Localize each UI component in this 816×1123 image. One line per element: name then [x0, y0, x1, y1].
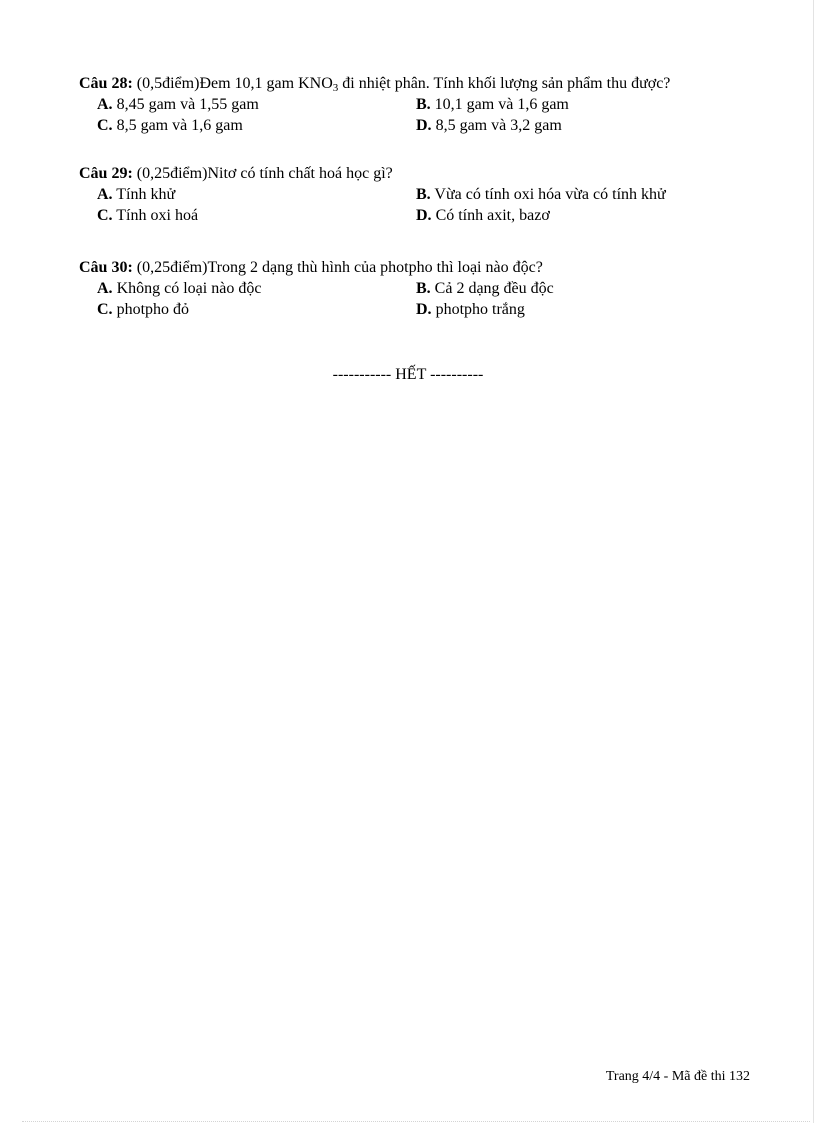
option-letter: C.: [97, 207, 113, 224]
question-29-option-d: [416, 205, 550, 226]
option-text: photpho trắng: [435, 301, 525, 318]
question-28: [79, 73, 751, 136]
question-30-option-b: [416, 278, 554, 299]
question-28-option-d: [416, 115, 562, 136]
option-letter: A.: [97, 96, 113, 113]
option-text: Tính khử: [116, 186, 176, 203]
option-letter: C.: [97, 301, 113, 318]
question-28-option-c: [97, 115, 243, 136]
question-30-option-c: [97, 299, 189, 320]
option-text: Không có loại nào độc: [116, 280, 262, 297]
question-30-number: Câu 30:: [79, 259, 133, 276]
question-29-text: Nitơ có tính chất hoá học gì?: [207, 165, 393, 182]
option-text: Tính oxi hoá: [116, 207, 199, 224]
question-29-option-c: [97, 205, 198, 226]
question-28-text-after: đi nhiệt phân. Tính khối lượng sản phẩm thu được?: [338, 75, 671, 92]
question-28-subscript: 3: [332, 82, 339, 94]
option-letter: B.: [416, 280, 431, 297]
end-marker: ----------- HẾT ----------: [332, 366, 484, 383]
question-30-options-row-1: [79, 278, 751, 299]
question-28-stem: [79, 73, 751, 94]
question-29-number: Câu 29:: [79, 165, 133, 182]
option-letter: B.: [416, 186, 431, 203]
option-text: Cả 2 dạng đều độc: [434, 280, 554, 297]
question-29-points: (0,25điểm): [136, 165, 208, 182]
option-letter: C.: [97, 117, 113, 134]
question-30-points: (0,25điểm): [136, 259, 208, 276]
option-letter: A.: [97, 186, 113, 203]
option-letter: D.: [416, 301, 432, 318]
question-29: [79, 163, 751, 226]
question-30-options-row-2: [79, 299, 751, 320]
question-30-option-d: [416, 299, 525, 320]
option-text: 10,1 gam và 1,6 gam: [434, 96, 569, 113]
option-text: 8,5 gam và 3,2 gam: [435, 117, 562, 134]
option-text: photpho đỏ: [116, 301, 190, 318]
question-29-option-a: [97, 184, 175, 205]
option-letter: A.: [97, 280, 113, 297]
page-bottom-divider: [22, 1121, 810, 1122]
question-29-options-row-2: [79, 205, 751, 226]
page-edge-divider: [813, 0, 814, 1123]
question-28-number: Câu 28:: [79, 75, 133, 92]
question-29-stem: [79, 163, 751, 184]
question-28-options-row-2: [79, 115, 751, 136]
question-28-option-a: [97, 94, 259, 115]
question-28-options-row-1: [79, 94, 751, 115]
question-28-option-b: [416, 94, 569, 115]
question-29-options-row-1: [79, 184, 751, 205]
question-30: [79, 257, 751, 320]
option-letter: B.: [416, 96, 431, 113]
option-letter: D.: [416, 207, 432, 224]
option-letter: D.: [416, 117, 432, 134]
option-text: 8,45 gam và 1,55 gam: [116, 96, 259, 113]
question-30-stem: [79, 257, 751, 278]
option-text: Vừa có tính oxi hóa vừa có tính khử: [434, 186, 666, 203]
option-text: Có tính axit, bazơ: [435, 207, 550, 224]
option-text: 8,5 gam và 1,6 gam: [116, 117, 243, 134]
question-28-text-before: Đem 10,1 gam KNO: [199, 75, 333, 92]
question-29-option-b: [416, 184, 666, 205]
question-30-option-a: [97, 278, 261, 299]
page-footer: Trang 4/4 - Mã đề thi 132: [605, 1069, 750, 1084]
question-28-points: (0,5điểm): [136, 75, 200, 92]
question-30-text: Trong 2 dạng thù hình của photpho thì loại nào độc?: [207, 259, 543, 276]
